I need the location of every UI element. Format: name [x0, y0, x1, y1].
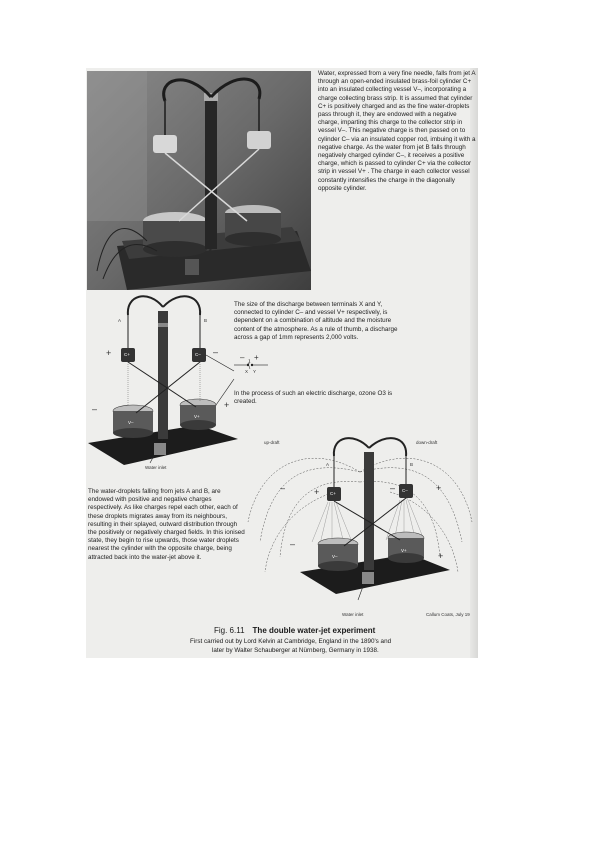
minus-sign-vessel: – [92, 404, 98, 414]
field-diagram-drawing [240, 432, 478, 622]
field-minus-left: – [280, 483, 286, 493]
minus-sign-right: – [213, 347, 219, 357]
field-minus-right: – [390, 483, 396, 493]
vessel-v-minus-label-2: V– [332, 554, 338, 559]
figure-title [214, 626, 464, 636]
figure-name: The double water-jet experiment [252, 626, 376, 635]
figure-number: Fig. 6.11 [214, 626, 245, 635]
up-draft-label: up-draft [264, 440, 280, 445]
jet-a-label-2: A [326, 462, 330, 467]
droplet-description: The water-droplets falling from jets A and B, are endowed with positive and negative charges respectively. As like charges repel each other, each of these droplets migrates away from its neighbours, resulting in their splayed, outward distribution through the positively or negatively charged fields. In this ionised state, they begin to rise upwards, those water droplets nearest the cylinder with the opposite charge, being attracted back into the water-jet above it. [88, 488, 245, 561]
water-inlet-label-2: Water inlet [342, 612, 364, 617]
terminal-minus: – [240, 353, 245, 362]
down-draft-label: down-draft [416, 440, 438, 445]
vessel-v-plus-label-2: V+ [401, 548, 407, 553]
cylinder-c-minus-label-2: C– [402, 488, 408, 493]
jet-b-label-2: B [410, 462, 414, 467]
cylinder-c-minus-label: C– [195, 352, 201, 357]
vessel-v-minus-label: V– [128, 420, 134, 425]
plus-sign-vessel: + [224, 400, 230, 410]
apparatus-description: Water, expressed from a very fine needle, falls from jet A through an open-ended insulated brass-foil cylinder C+ into an insulated collecting vessel V–, incorporating a charge collecting brass strip. It is assumed that cylinder C+ is positively charged and as the fine water-droplets pass through it, they are endowed with a negative charge, imparting this charge to the collector strip in vessel V–. This negative charge is then passed on to cylinder C– via an insulated copper rod, imbuing it with a negative charge. As the water from jet B falls through negatively charged cylinder C–, it receives a positive charge, which is passed to cylinder C+ via the collector strip in vessel V+ . The charge in each collector vessel constantly intensifies the charge in the diagonally opposite cylinder. [318, 70, 476, 192]
jet-b-label: B [204, 318, 208, 323]
jet-a-label: A [118, 318, 122, 323]
terminal-x-label: X [245, 369, 249, 374]
field-diagram [240, 432, 478, 622]
circuit-diagram-drawing [88, 293, 238, 473]
caption-line-2: later by Walter Schauberger at Nürnberg, Germany in 1938. [212, 647, 379, 654]
terminal-plus: + [254, 353, 259, 362]
caption-line-1: First carried out by Lord Kelvin at Cambridge, England in the 1890's and [190, 638, 392, 645]
terminals-xy [234, 355, 274, 379]
field-plus-right: + [436, 483, 442, 493]
vessel-minus-sign: – [290, 539, 296, 549]
water-inlet-label: Water inlet [145, 465, 167, 470]
credit-line: Callum Coats, July 19 [426, 612, 470, 617]
vessel-v-plus-label: V+ [194, 414, 200, 419]
apparatus-photo [87, 71, 311, 290]
cylinder-c-plus-label: C+ [124, 352, 130, 357]
field-plus-left: + [314, 487, 320, 497]
ozone-note: In the process of such an electric discharge, ozone O3 is created. [234, 390, 393, 406]
vessel-plus-sign: + [438, 551, 444, 561]
discharge-description: The size of the discharge between terminals X and Y, connected to cylinder C– and vessel V+ respectively, is dependent on a combination of altitude and the moisture content of the atmosphere. As a rule of thumb, a discharge across a gap of 1mm represents 2,000 volts. [234, 301, 398, 341]
circuit-diagram [88, 293, 238, 473]
cylinder-c-plus-label-2: C+ [330, 491, 336, 496]
terminal-y-label: Y [253, 369, 257, 374]
plus-sign-left: + [106, 348, 112, 358]
